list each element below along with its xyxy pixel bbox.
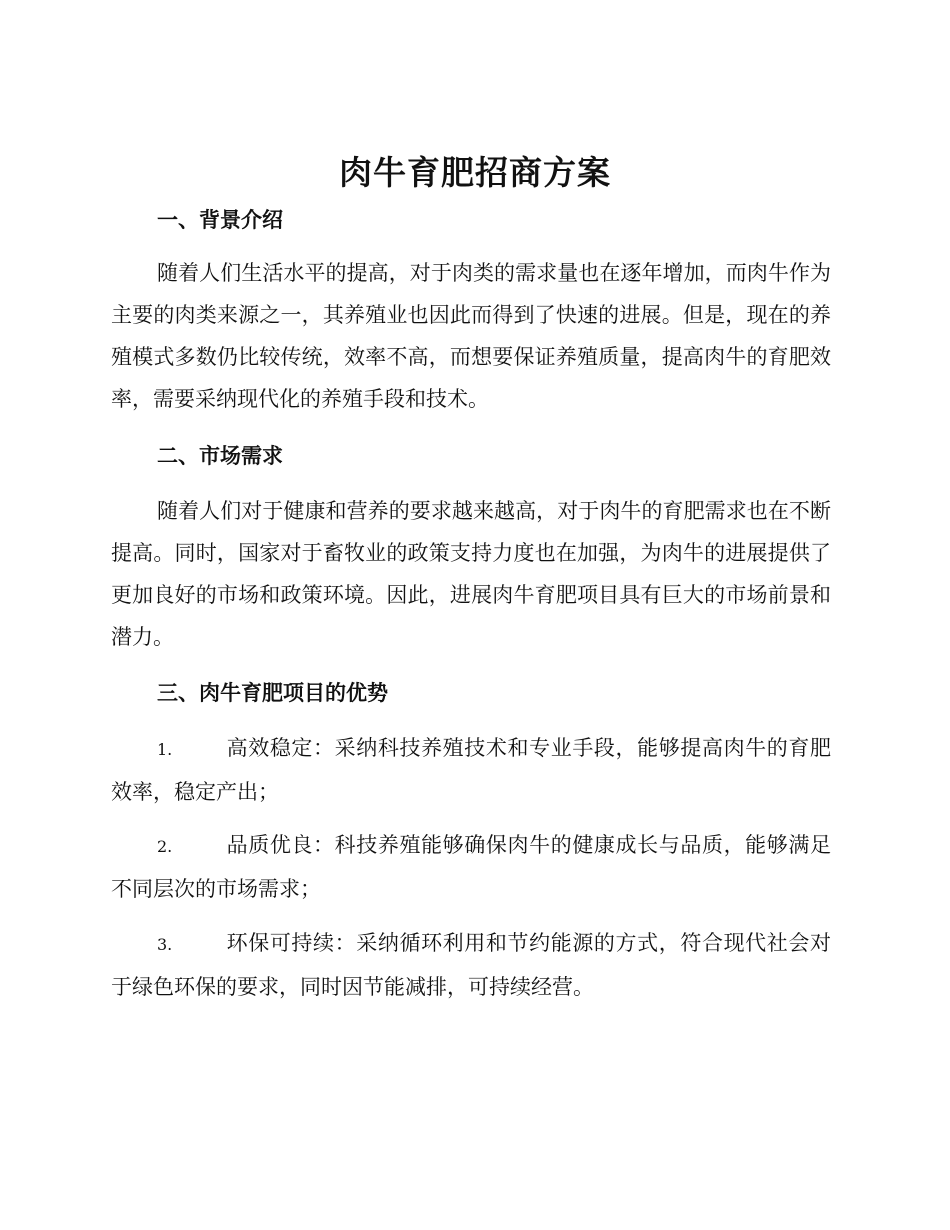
list-item <box>111 824 831 910</box>
document-title: 肉牛育肥招商方案 <box>339 153 611 192</box>
section-heading-background: 一、背景介绍 <box>157 208 283 232</box>
list-item-text: 高效稳定：采纳科技养殖技术和专业手段，能够提高肉牛的育肥效率，稳定产出； <box>111 736 831 804</box>
list-item-number: 2. <box>157 837 173 856</box>
list-item <box>111 727 831 813</box>
section-paragraph-background: 随着人们生活水平的提高，对于肉类的需求量也在逐年增加，而肉牛作为主要的肉类来源之一，其养殖业也因此而得到了快速的进展。但是，现在的养殖模式多数仍比较传统，效率不高，而想要保证养殖质量，提高肉牛的育肥效率，需要采纳现代化的养殖手段和技术。 <box>111 261 831 411</box>
list-item-number: 1. <box>157 740 173 759</box>
section-heading-market: 二、市场需求 <box>157 444 283 468</box>
list-item-text: 环保可持续：采纳循环利用和节约能源的方式，符合现代社会对于绿色环保的要求，同时因节能减排，可持续经营。 <box>111 931 831 999</box>
list-item-number: 3. <box>157 935 173 954</box>
list-item <box>111 922 831 1008</box>
section-heading-advantages: 三、肉牛育肥项目的优势 <box>157 681 388 705</box>
list-item-text: 品质优良：科技养殖能够确保肉牛的健康成长与品质，能够满足不同层次的市场需求； <box>111 833 831 901</box>
section-paragraph-market: 随着人们对于健康和营养的要求越来越高，对于肉牛的育肥需求也在不断提高。同时，国家对于畜牧业的政策支持力度也在加强，为肉牛的进展提供了更加良好的市场和政策环境。因此，进展肉牛育肥项目具有巨大的市场前景和潜力。 <box>111 499 831 649</box>
